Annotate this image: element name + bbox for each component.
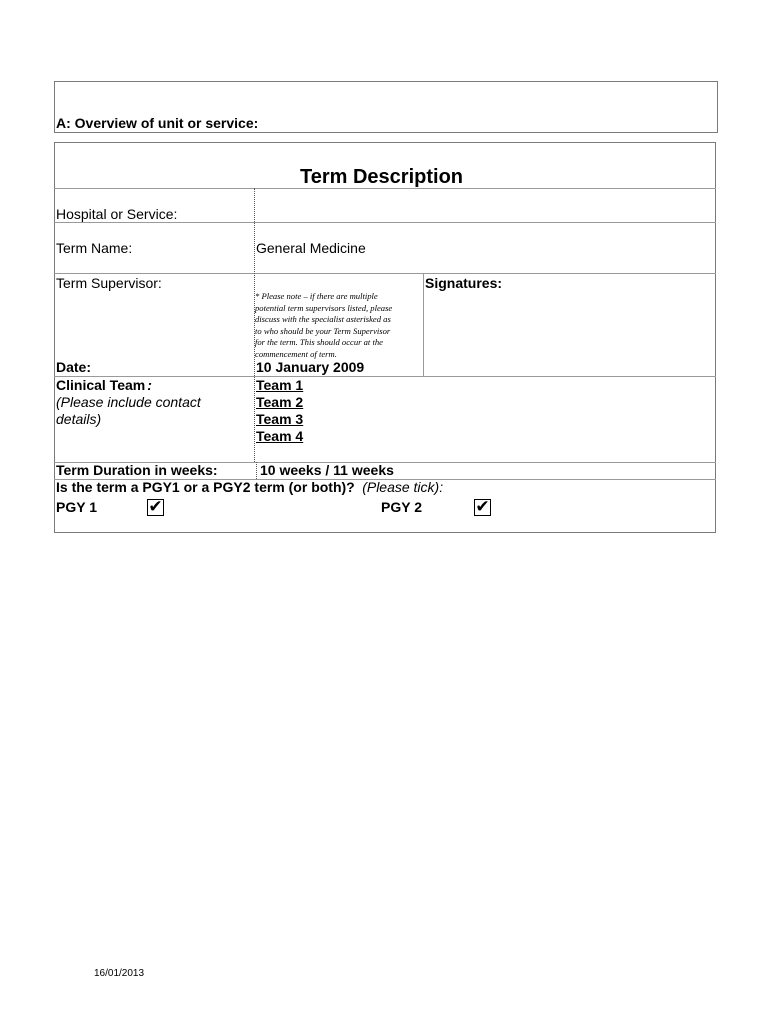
signatures-divider: [423, 273, 424, 376]
duration-label: Term Duration in weeks:: [56, 462, 218, 478]
clinical-team-note-line: details): [56, 411, 102, 427]
footer-date: 16/01/2013: [94, 968, 145, 979]
team-2-link[interactable]: Team 2: [256, 394, 304, 410]
pgy-question: [56, 479, 443, 497]
row-divider: [54, 376, 716, 377]
pgy2-checkbox[interactable]: [474, 499, 491, 516]
date-label: Date:: [56, 359, 92, 375]
row-divider: [54, 188, 716, 189]
team-1-link[interactable]: Team 1: [256, 377, 304, 393]
pgy1-label: PGY 1: [56, 499, 97, 515]
row-divider: [54, 222, 716, 223]
clinical-team-note: [56, 394, 201, 428]
team-4-link[interactable]: Team 4: [256, 428, 304, 444]
hospital-label: Hospital or Service:: [56, 206, 178, 222]
date-value: 10 January 2009: [256, 359, 365, 375]
supervisor-note-line: discuss with the specialist asterisked as: [255, 314, 391, 325]
term-name-value: General Medicine: [256, 240, 366, 256]
column-divider: [256, 462, 257, 479]
duration-value: 10 weeks / 11 weeks: [260, 462, 394, 478]
clinical-team-label-colon: :: [147, 377, 152, 393]
check-icon: ✔: [475, 497, 490, 517]
team-list: [256, 377, 303, 445]
clinical-team-label: [56, 377, 152, 393]
pgy1-checkbox[interactable]: [147, 499, 164, 516]
form-title: Term Description: [300, 166, 463, 188]
signatures-label: Signatures:: [425, 275, 503, 291]
clinical-team-note-line: (Please include contact: [56, 394, 201, 410]
supervisor-note-line: commencement of term.: [255, 348, 337, 359]
supervisor-note-line: for the term. This should occur at the: [255, 337, 383, 348]
term-supervisor-label: Term Supervisor:: [56, 275, 162, 291]
clinical-team-label-text: Clinical Team: [56, 377, 146, 393]
section-a-label: A: Overview of unit or service:: [56, 115, 259, 131]
term-name-label: Term Name:: [56, 240, 133, 256]
check-icon: ✔: [148, 497, 163, 517]
pgy2-label: PGY 2: [381, 499, 422, 515]
team-3-link[interactable]: Team 3: [256, 411, 304, 427]
supervisor-note: [255, 291, 392, 361]
supervisor-note-line: to who should be your Term Supervisor: [255, 325, 391, 336]
supervisor-note-line: potential term supervisors listed, please: [255, 302, 393, 313]
row-divider: [54, 273, 716, 274]
pgy-question-text: Is the term a PGY1 or a PGY2 term (or both)?: [56, 479, 355, 495]
pgy-question-hint: (Please tick):: [362, 479, 444, 495]
supervisor-note-line: * Please note – if there are multiple: [255, 291, 378, 301]
